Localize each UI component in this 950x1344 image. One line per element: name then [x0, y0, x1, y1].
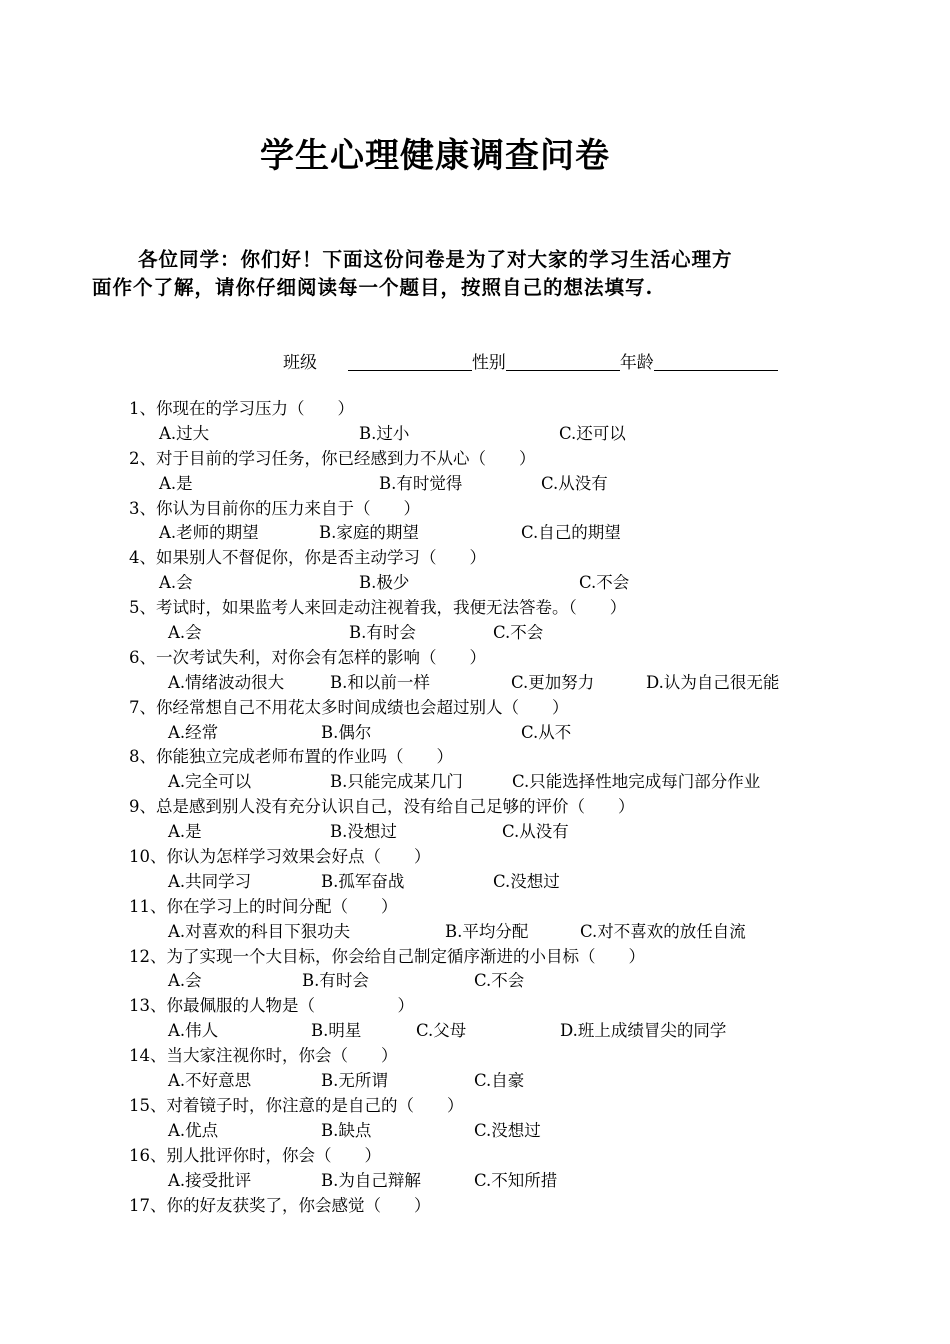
answer-option[interactable]: B.偶尔 — [321, 722, 372, 742]
age-blank[interactable] — [654, 348, 778, 371]
answer-option[interactable]: A.情绪波动很大 — [168, 672, 285, 692]
answer-option[interactable]: A.是 — [159, 473, 193, 493]
question-item — [0, 945, 950, 970]
answer-option[interactable]: B.过小 — [359, 423, 410, 443]
answer-option[interactable]: B.和以前一样 — [330, 672, 430, 692]
answer-options — [0, 820, 950, 845]
answer-option[interactable]: B.家庭的期望 — [319, 523, 419, 543]
question-text: 2、对于目前的学习任务，你已经感到力不从心（ ） — [129, 448, 536, 468]
class-blank[interactable] — [348, 348, 472, 371]
answer-option[interactable]: B.只能完成某几门 — [330, 772, 463, 792]
answer-option[interactable]: A.接受批评 — [168, 1170, 252, 1190]
answer-option[interactable]: A.是 — [168, 822, 202, 842]
answer-option[interactable]: B.极少 — [359, 573, 410, 593]
answer-option[interactable]: C.从没有 — [502, 822, 569, 842]
answer-options — [0, 1019, 950, 1044]
question-item — [0, 994, 950, 1019]
question-text: 1、你现在的学习压力（ ） — [129, 399, 354, 418]
answer-option[interactable]: C.自己的期望 — [521, 523, 621, 543]
answer-options — [0, 621, 950, 646]
answer-option[interactable]: C.从不 — [521, 722, 572, 742]
answer-option[interactable]: A.会 — [168, 971, 202, 991]
intro-line-1: 各位同学：你们好！下面这份问卷是为了对大家的学习生活心理方 — [138, 248, 733, 271]
answer-option[interactable]: A.优点 — [168, 1120, 219, 1140]
question-item — [0, 397, 950, 422]
answer-option[interactable]: A.完全可以 — [168, 772, 252, 792]
answer-option[interactable]: A.不好意思 — [168, 1071, 252, 1091]
answer-option[interactable]: B.有时觉得 — [379, 473, 463, 493]
question-text: 12、为了实现一个大目标，你会给自己制定循序渐进的小目标（ ） — [129, 946, 645, 966]
answer-option[interactable]: C.没想过 — [493, 871, 560, 891]
question-item — [0, 1194, 950, 1219]
question-text: 9、总是感到别人没有充分认识自己，没有给自己足够的评价（ ） — [129, 797, 635, 817]
answer-option[interactable]: B.没想过 — [330, 822, 397, 842]
answer-option[interactable]: D.认为自己很无能 — [646, 672, 780, 692]
question-item — [0, 1144, 950, 1169]
question-text: 6、一次考试失利，对你会有怎样的影响（ ） — [129, 647, 486, 667]
answer-option[interactable]: C.不知所措 — [474, 1170, 558, 1190]
question-item — [0, 646, 950, 671]
question-item — [0, 1044, 950, 1069]
answer-option[interactable]: C.不会 — [579, 573, 630, 593]
gender-label: 性别 — [471, 353, 506, 373]
question-item — [0, 795, 950, 820]
answer-option[interactable]: A.老师的期望 — [159, 523, 259, 543]
answer-option[interactable]: A.伟人 — [168, 1021, 219, 1041]
answer-options — [0, 571, 950, 596]
answer-option[interactable]: C.更加努力 — [511, 672, 595, 692]
answer-options — [0, 1169, 950, 1194]
answer-option[interactable]: A.经常 — [168, 722, 219, 742]
question-item — [0, 447, 950, 472]
answer-option[interactable]: C.只能选择性地完成每门部分作业 — [512, 772, 761, 792]
question-item — [0, 596, 950, 621]
answer-options — [0, 1119, 950, 1144]
answer-option[interactable]: D.班上成绩冒尖的同学 — [560, 1021, 727, 1041]
question-text: 13、你最佩服的人物是（ ） — [129, 996, 414, 1016]
question-item — [0, 845, 950, 870]
answer-options — [0, 1069, 950, 1094]
question-text: 11、你在学习上的时间分配（ ） — [129, 896, 398, 916]
answer-options — [0, 422, 950, 447]
question-text: 4、如果别人不督促你，你是否主动学习（ ） — [129, 548, 486, 568]
question-text: 7、你经常想自己不用花太多时间成绩也会超过别人（ ） — [129, 697, 569, 717]
answer-options — [0, 472, 950, 497]
answer-option[interactable]: B.有时会 — [302, 971, 369, 991]
answer-option[interactable]: B.为自己辩解 — [321, 1170, 421, 1190]
answer-options — [0, 920, 950, 945]
answer-option[interactable]: C.没想过 — [474, 1120, 541, 1140]
answer-options — [0, 721, 950, 746]
answer-option[interactable]: B.明星 — [311, 1021, 362, 1041]
answer-option[interactable]: A.共同学习 — [168, 871, 252, 891]
answer-option[interactable]: B.缺点 — [321, 1120, 372, 1140]
question-list — [0, 397, 950, 1218]
class-label: 班级 — [283, 353, 317, 373]
answer-option[interactable]: C.不会 — [474, 971, 525, 991]
answer-options — [0, 521, 950, 546]
answer-option[interactable]: C.从没有 — [541, 473, 608, 493]
answer-option[interactable]: C.还可以 — [559, 423, 626, 443]
student-info-row — [283, 348, 778, 373]
answer-options — [0, 671, 950, 696]
answer-option[interactable]: B.平均分配 — [445, 921, 529, 941]
question-item — [0, 895, 950, 920]
answer-option[interactable]: C.对不喜欢的放任自流 — [580, 921, 746, 941]
answer-option[interactable]: B.无所谓 — [321, 1071, 388, 1091]
question-text: 17、你的好友获奖了，你会感觉（ ） — [129, 1195, 431, 1215]
question-text: 15、对着镜子时，你注意的是自己的（ ） — [129, 1095, 464, 1115]
gender-blank[interactable] — [506, 348, 620, 371]
intro-line-2: 面作个了解，请你仔细阅读每一个题目，按照自己的想法填写. — [92, 276, 654, 299]
question-item — [0, 1094, 950, 1119]
answer-options — [0, 870, 950, 895]
question-text: 14、当大家注视你时，你会（ ） — [129, 1046, 398, 1066]
age-label: 年龄 — [619, 353, 654, 373]
answer-options — [0, 770, 950, 795]
question-item — [0, 696, 950, 721]
answer-option[interactable]: A.会 — [168, 623, 202, 643]
question-text: 3、你认为目前你的压力来自于（ ） — [129, 498, 420, 518]
answer-option[interactable]: C.不会 — [493, 623, 544, 643]
question-text: 16、别人批评你时，你会（ ） — [129, 1145, 381, 1165]
answer-option[interactable]: B.有时会 — [349, 623, 416, 643]
question-item — [0, 745, 950, 770]
question-text: 8、你能独立完成老师布置的作业吗（ ） — [129, 747, 453, 767]
question-text: 10、你认为怎样学习效果会好点（ ） — [129, 847, 431, 867]
question-text: 5、考试时，如果监考人来回走动注视着我，我便无法答卷。（ ） — [129, 598, 627, 618]
answer-option[interactable]: A.过大 — [159, 423, 210, 443]
answer-option[interactable]: A.对喜欢的科目下狠功夫 — [168, 921, 351, 941]
answer-option[interactable]: C.自豪 — [474, 1071, 525, 1091]
question-item — [0, 546, 950, 571]
page-title: 学生心理健康调查问卷 — [260, 136, 610, 176]
answer-option[interactable]: B.孤军奋战 — [321, 871, 405, 891]
answer-option[interactable]: C.父母 — [416, 1021, 467, 1041]
question-item — [0, 497, 950, 522]
answer-options — [0, 969, 950, 994]
intro-paragraph — [92, 246, 852, 302]
answer-option[interactable]: A.会 — [159, 573, 193, 593]
